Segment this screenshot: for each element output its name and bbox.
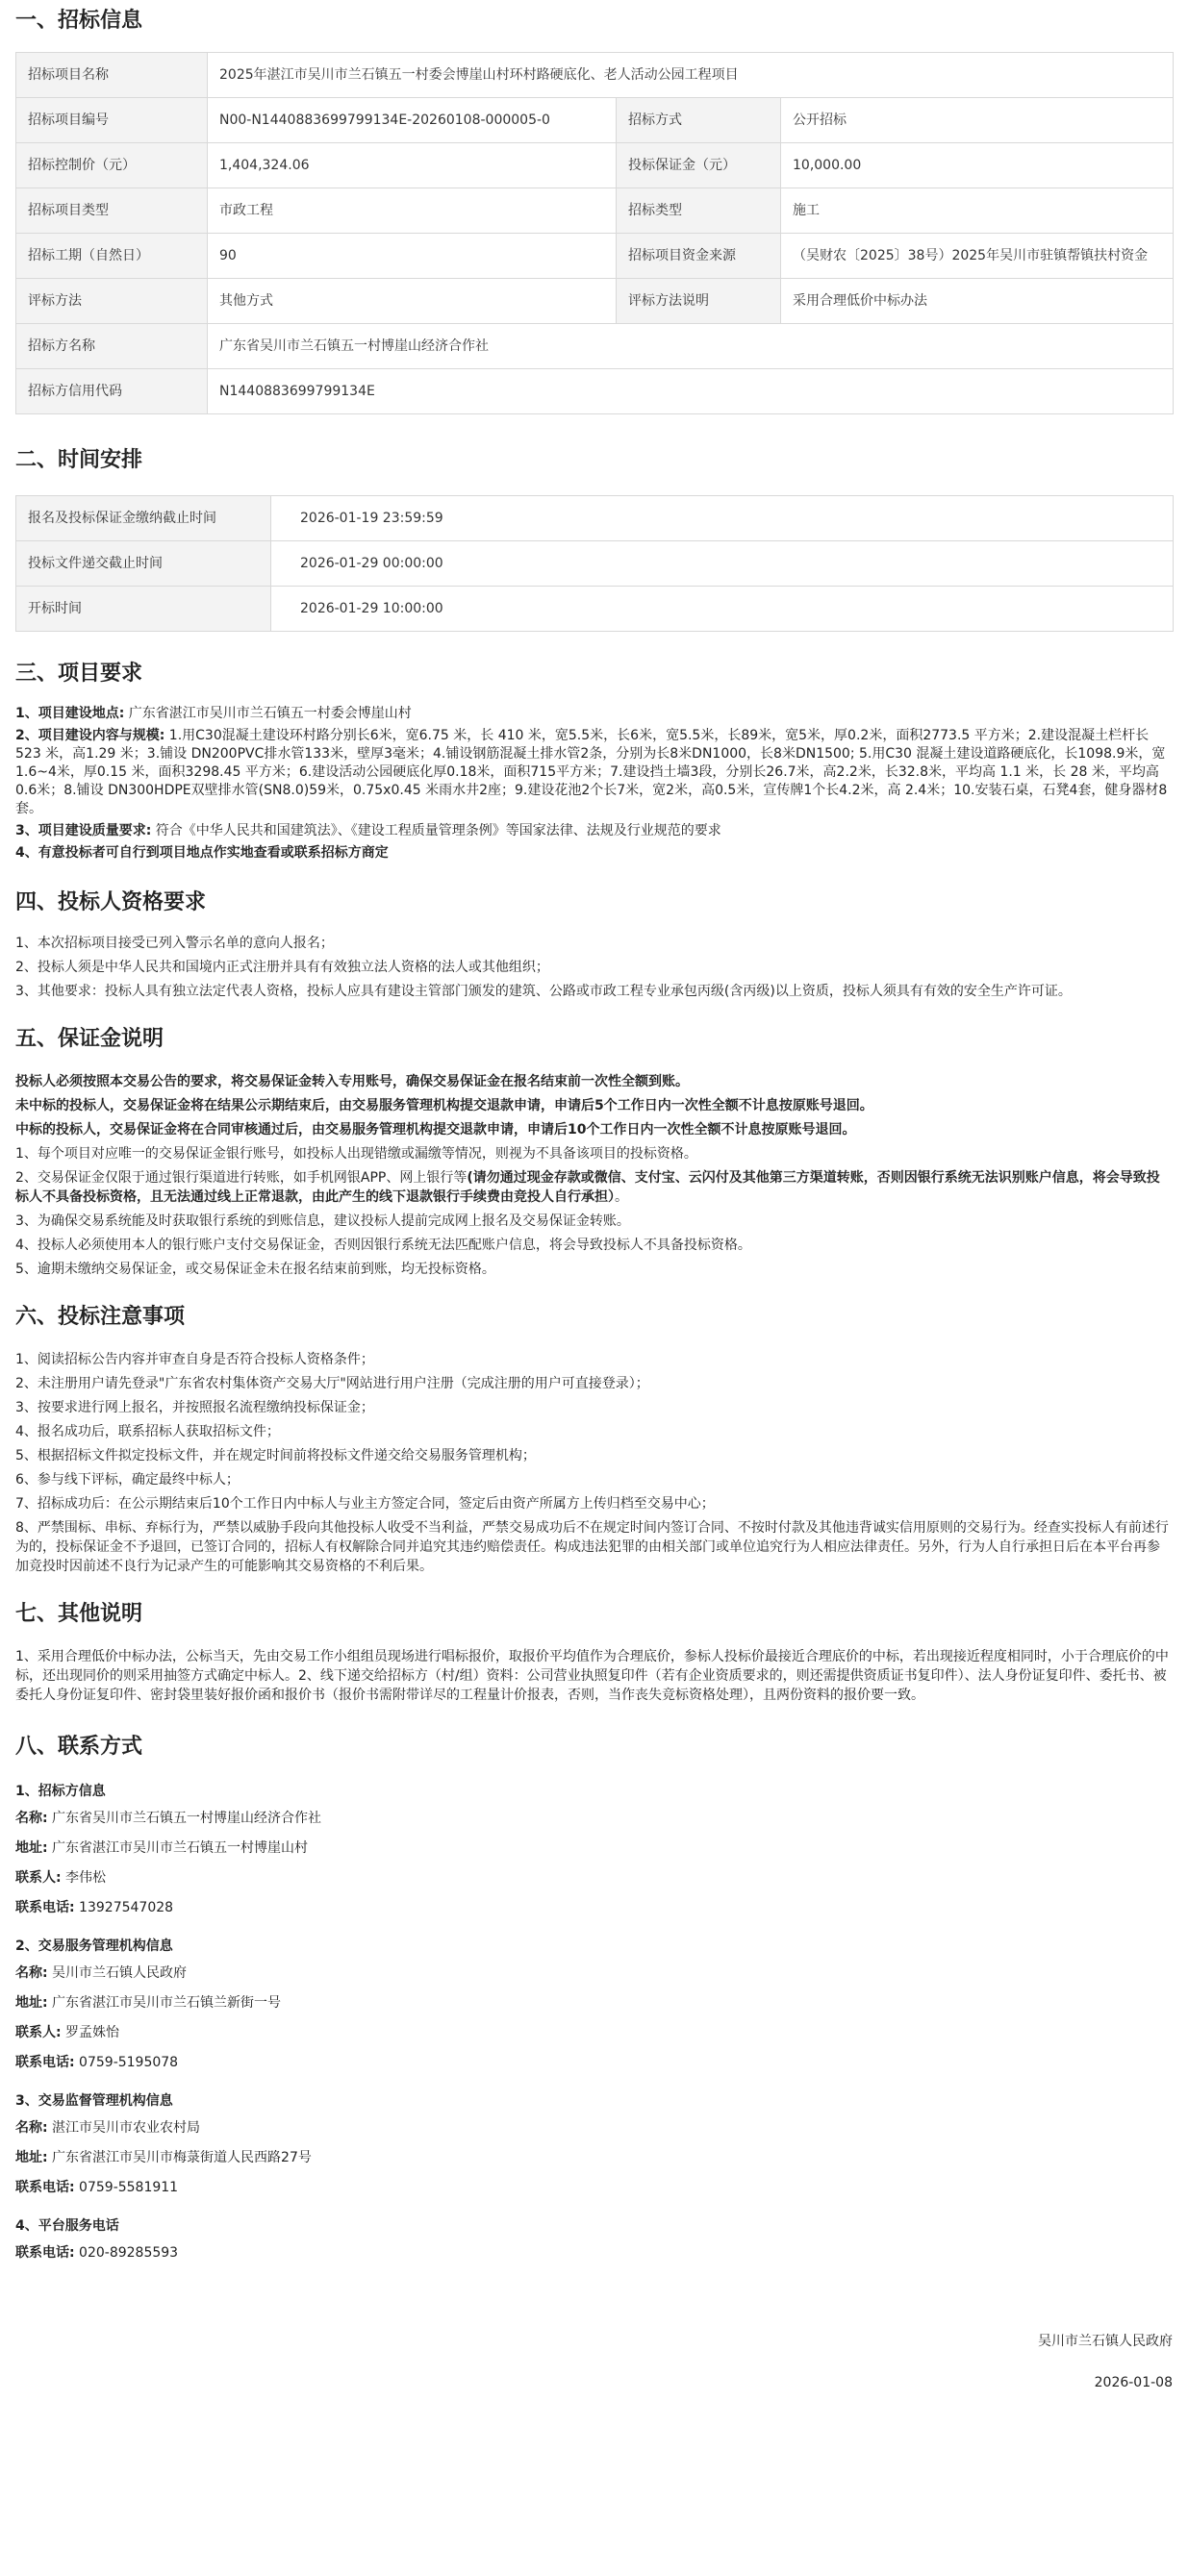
- section-title: 六、投标注意事项: [15, 1305, 186, 1329]
- field-label: 招标方式: [617, 98, 781, 143]
- contact-group-supervisor: [15, 2091, 1173, 2197]
- field-label: 招标项目名称: [16, 53, 208, 98]
- contact-phone: [15, 2053, 1173, 2072]
- contact-key: 联系人:: [15, 1870, 62, 1886]
- contact-address: [15, 1838, 1173, 1858]
- contact-name: [15, 1963, 1173, 1983]
- field-value: 施工: [781, 188, 1174, 234]
- contact-key: 联系电话:: [15, 2245, 75, 2261]
- field-label: 评标方法: [16, 279, 208, 324]
- table-row: [16, 143, 1174, 188]
- field-value: 市政工程: [208, 188, 617, 234]
- schedule-table: [15, 495, 1174, 632]
- issue-date: 2026-01-08: [1094, 2375, 1173, 2390]
- field-label: 招标类型: [617, 188, 781, 234]
- field-label: 招标项目资金来源: [617, 234, 781, 279]
- contact-value: 李伟松: [61, 1870, 107, 1886]
- requirement-scope: [15, 727, 1173, 818]
- contact-value: 0759-5581911: [74, 2180, 179, 2195]
- requirement-quality: [15, 822, 1173, 840]
- list-item-text: 2、交易保证金仅限于通过银行渠道进行转账，如手机网银APP、网上银行等: [15, 1170, 468, 1186]
- contact-group-tenderer: [15, 1782, 1173, 1917]
- field-value: 10,000.00: [781, 143, 1174, 188]
- field-value: 1,404,324.06: [208, 143, 617, 188]
- table-row: [16, 369, 1174, 414]
- field-label: 评标方法说明: [617, 279, 781, 324]
- field-label: 招标项目类型: [16, 188, 208, 234]
- contact-value: 罗孟姝怡: [61, 2025, 120, 2040]
- section-title: 八、联系方式: [15, 1735, 143, 1759]
- section-bidding-info: [15, 0, 1173, 414]
- list-item: 1、本次招标项目接受已列入警示名单的意向人报名；: [15, 936, 334, 951]
- list-item: 1、每个项目对应唯一的交易保证金银行账号，如投标人出现错缴或漏缴等情况，则视为不具备该项目的投标资格。: [15, 1146, 697, 1162]
- field-label: 招标项目编号: [16, 98, 208, 143]
- contact-value: 13927547028: [74, 1900, 174, 1915]
- contact-value: 0759-5195078: [74, 2055, 179, 2070]
- field-value: 其他方式: [208, 279, 617, 324]
- field-value: 2026-01-29 00:00:00: [271, 541, 1174, 587]
- bidding-info-table: [15, 52, 1174, 414]
- table-row: [16, 98, 1174, 143]
- requirement-label: 1、项目建设地点:: [15, 706, 125, 721]
- list-item: 3、按要求进行网上报名，并按照报名流程缴纳投标保证金；: [15, 1400, 374, 1415]
- contact-heading: 3、交易监督管理机构信息: [15, 2093, 173, 2109]
- field-value: N1440883699799134E: [208, 369, 1174, 414]
- table-row: [16, 53, 1174, 98]
- contact-key: 名称:: [15, 1965, 48, 1981]
- field-label: 投标文件递交截止时间: [16, 541, 271, 587]
- footer: [15, 2332, 1173, 2392]
- contact-address: [15, 2148, 1173, 2167]
- list-item: 3、为确保交易系统能及时获取银行系统的到账信息，建议投标人提前完成网上报名及交易保证金转账。: [15, 1213, 630, 1229]
- list-item: 3、其他要求：投标人具有独立法定代表人资格，投标人应具有建设主管部门颁发的建筑、公路或市政工程专业承包丙级(含丙级)以上资质，投标人须具有有效的安全生产许可证。: [15, 984, 1072, 999]
- section-project-requirements: [15, 653, 1173, 863]
- contact-heading: 1、招标方信息: [15, 1784, 106, 1799]
- field-value: N00-N1440883699799134E-20260108-000005-0: [208, 98, 617, 143]
- list-item: [15, 1168, 1173, 1207]
- requirement-location: [15, 705, 1173, 723]
- requirement-site-visit: 4、有意投标者可自行到项目地点作实地查看或联系招标方商定: [15, 845, 389, 861]
- section-bidder-qualifications: [15, 882, 1173, 1001]
- table-row: [16, 234, 1174, 279]
- field-value: 采用合理低价中标办法: [781, 279, 1174, 324]
- requirement-label: 2、项目建设内容与规模:: [15, 728, 165, 743]
- contact-key: 名称:: [15, 1811, 48, 1826]
- deposit-notice: 未中标的投标人，交易保证金将在结果公示期结束后，由交易服务管理机构提交退款申请，申请后5个工作日内一次性全额不计息按原账号退回。: [15, 1098, 873, 1113]
- contact-key: 地址:: [15, 1995, 48, 2011]
- table-row: [16, 279, 1174, 324]
- list-item-warning: (请勿通过现金存款或微信、支付宝、云闪付及其他第三方渠道转账，否则因银行系统无法识别账户信息，将会导致投标人不具备投标资格，且无法通过线上正常退款，由此产生的线下退款银行手续费由竞投人自行承担）: [15, 1170, 1160, 1205]
- section-title: 七、其他说明: [15, 1602, 143, 1626]
- section-bidding-notes: [15, 1296, 1173, 1576]
- field-label: 招标方信用代码: [16, 369, 208, 414]
- field-value: 2026-01-19 23:59:59: [271, 496, 1174, 541]
- table-row: [16, 496, 1174, 541]
- field-value: 2026-01-29 10:00:00: [271, 587, 1174, 632]
- section-other-notes: [15, 1593, 1173, 1705]
- section-contact: [15, 1726, 1173, 2263]
- list-item: 4、报名成功后，联系招标人获取招标文件；: [15, 1424, 280, 1439]
- table-row: [16, 587, 1174, 632]
- contact-person: [15, 1868, 1173, 1888]
- contact-person: [15, 2023, 1173, 2042]
- contact-key: 地址:: [15, 2150, 48, 2165]
- section-title: 四、投标人资格要求: [15, 890, 207, 914]
- requirement-text: 1.用C30混凝土建设环村路分别长6米，宽6.75 米，长 410 米，宽5.5米，长6米，宽5.5米，长89米，宽5米，厚0.2米，面积2773.5 平方米；2.建设混凝土栏杆长 523 米，高1.29 米；3.铺设 DN200PVC排水管133米，壁厚3毫米；4.铺设钢筋混凝土排水管2条，分别为长8米DN1000，长8米DN1500; 5.用C30 混凝土建设道路硬底化，长1098.9米，宽1.6~4米，厚0.15 米，面积3298.45 平方米；6.建设活动公园硬底化厚0.18米，面积715平方米；7.建设挡土墙3段，分别长26.7米，高2.2米，长32.8米，平均高 1.1 米，长 28 米，平均高0.6米；8.铺设 DN300HDPE双壁排水管(SN8.0)59米，0.75x0.45 米雨水井2座；9.建设花池2个长7米，宽2米，高0.5米，宣传牌1个长4.2米，高 2.4米；10.安装石桌，石凳4套，健身器材8套。: [15, 728, 1168, 816]
- contact-value: 广东省吴川市兰石镇五一村博崖山经济合作社: [47, 1811, 322, 1826]
- field-label: 招标工期（自然日）: [16, 234, 208, 279]
- contact-heading: 4、平台服务电话: [15, 2218, 119, 2234]
- field-label: 招标控制价（元）: [16, 143, 208, 188]
- list-item-text: 。: [615, 1189, 628, 1205]
- requirement-text: 符合《中华人民共和国建筑法》、《建设工程质量管理条例》等国家法律、法规及行业规范的要求: [151, 823, 721, 838]
- contact-value: 湛江市吴川市农业农村局: [47, 2120, 201, 2136]
- section-title: 五、保证金说明: [15, 1027, 164, 1051]
- contact-value: 020-89285593: [74, 2245, 179, 2261]
- deposit-notice: 中标的投标人，交易保证金将在合同审核通过后，由交易服务管理机构提交退款申请，申请后10个工作日内一次性全额不计息按原账号退回。: [15, 1122, 856, 1138]
- contact-key: 联系电话:: [15, 2180, 75, 2195]
- contact-name: [15, 2118, 1173, 2138]
- contact-key: 联系电话:: [15, 1900, 75, 1915]
- deposit-notice: 投标人必须按照本交易公告的要求，将交易保证金转入专用账号，确保交易保证金在报名结束前一次性全额到账。: [15, 1074, 689, 1089]
- list-item: 5、逾期未缴纳交易保证金，或交易保证金未在报名结束前到账，均无投标资格。: [15, 1262, 495, 1277]
- field-label: 招标方名称: [16, 324, 208, 369]
- table-row: [16, 324, 1174, 369]
- field-value: （吴财农〔2025〕38号）2025年吴川市驻镇帮镇扶村资金: [781, 234, 1174, 279]
- table-row: [16, 188, 1174, 234]
- contact-key: 联系人:: [15, 2025, 62, 2040]
- section-title: 三、项目要求: [15, 662, 143, 686]
- list-item: 1、阅读招标公告内容并审查自身是否符合投标人资格条件；: [15, 1352, 374, 1367]
- section-schedule: [15, 439, 1173, 632]
- field-value: 广东省吴川市兰石镇五一村博崖山经济合作社: [208, 324, 1174, 369]
- contact-phone: [15, 1898, 1173, 1917]
- contact-key: 名称:: [15, 2120, 48, 2136]
- requirement-label: 3、项目建设质量要求:: [15, 823, 152, 838]
- field-label: 报名及投标保证金缴纳截止时间: [16, 496, 271, 541]
- field-value: 90: [208, 234, 617, 279]
- contact-group-platform: [15, 2216, 1173, 2263]
- issuer-name: 吴川市兰石镇人民政府: [1038, 2334, 1173, 2349]
- contact-value: 广东省湛江市吴川市兰石镇兰新街一号: [47, 1995, 282, 2011]
- contact-heading: 2、交易服务管理机构信息: [15, 1938, 173, 1954]
- table-row: [16, 541, 1174, 587]
- list-item: 2、投标人须是中华人民共和国境内正式注册并具有有效独立法人资格的法人或其他组织；: [15, 960, 549, 975]
- field-value: 2025年湛江市吴川市兰石镇五一村委会博崖山村环村路硬底化、老人活动公园工程项目: [208, 53, 1174, 98]
- contact-key: 地址:: [15, 1840, 48, 1856]
- contact-key: 联系电话:: [15, 2055, 75, 2070]
- list-item: 6、参与线下评标，确定最终中标人；: [15, 1472, 240, 1488]
- section-title: 二、时间安排: [15, 448, 143, 472]
- section-title: 一、招标信息: [15, 9, 143, 33]
- field-label: 开标时间: [16, 587, 271, 632]
- list-item: 8、严禁围标、串标、弃标行为，严禁以威胁手段向其他投标人收受不当利益，严禁交易成功后不在规定时间内签订合同、不按时付款及其他违背诚实信用原则的交易行为。经查实投标人有前述行为的，投标保证金不予退回，已签订合同的，招标人有权解除合同并追究其违约赔偿责任。构成违法犯罪的由相关部门或单位追究行为人相应法律责任。另外，行为人自行承担日后在本平台再参加竞投时因前述不良行为记录产生的可能影响其交易资格的不利后果。: [15, 1520, 1169, 1574]
- contact-value: 广东省湛江市吴川市梅菉街道人民西路27号: [47, 2150, 312, 2165]
- contact-address: [15, 1993, 1173, 2013]
- other-notes-text: 1、采用合理低价中标办法，公标当天，先由交易工作小组组员现场进行唱标报价，取报价平均值作为合理底价，参标人投标价最接近合理底价的中标，若出现接近程度相同时，小于合理底价的中标，还出现同价的则采用抽签方式确定中标人。2、线下递交给招标方（村/组）资料：公司营业执照复印件（若有企业资质要求的，则还需提供资质证书复印件）、法人身份证复印件、委托书、被委托人身份证复印件、密封袋里装好报价函和报价书（报价书需附带详尽的工程量计价报表，否则，当作丧失竞标资格处理），且两份资料的报价要一致。: [15, 1649, 1169, 1703]
- field-value: 公开招标: [781, 98, 1174, 143]
- section-deposit: [15, 1018, 1173, 1279]
- list-item: 4、投标人必须使用本人的银行账户支付交易保证金，否则因银行系统无法匹配账户信息，将会导致投标人不具备投标资格。: [15, 1238, 751, 1253]
- list-item: 7、招标成功后：在公示期结束后10个工作日内中标人与业主方签定合同，签定后由资产所属方上传归档至交易中心；: [15, 1496, 715, 1512]
- list-item: 2、未注册用户请先登录"广东省农村集体资产交易大厅"网站进行用户注册（完成注册的用户可直接登录）；: [15, 1376, 649, 1391]
- contact-value: 吴川市兰石镇人民政府: [47, 1965, 188, 1981]
- contact-group-service-agency: [15, 1937, 1173, 2072]
- contact-phone: [15, 2178, 1173, 2197]
- field-label: 投标保证金（元）: [617, 143, 781, 188]
- contact-value: 广东省湛江市吴川市兰石镇五一村博崖山村: [47, 1840, 309, 1856]
- contact-name: [15, 1809, 1173, 1828]
- contact-phone: [15, 2243, 1173, 2263]
- requirement-text: 广东省湛江市吴川市兰石镇五一村委会博崖山村: [124, 706, 412, 721]
- list-item: 5、根据招标文件拟定投标文件，并在规定时间前将投标文件递交给交易服务管理机构；: [15, 1448, 536, 1463]
